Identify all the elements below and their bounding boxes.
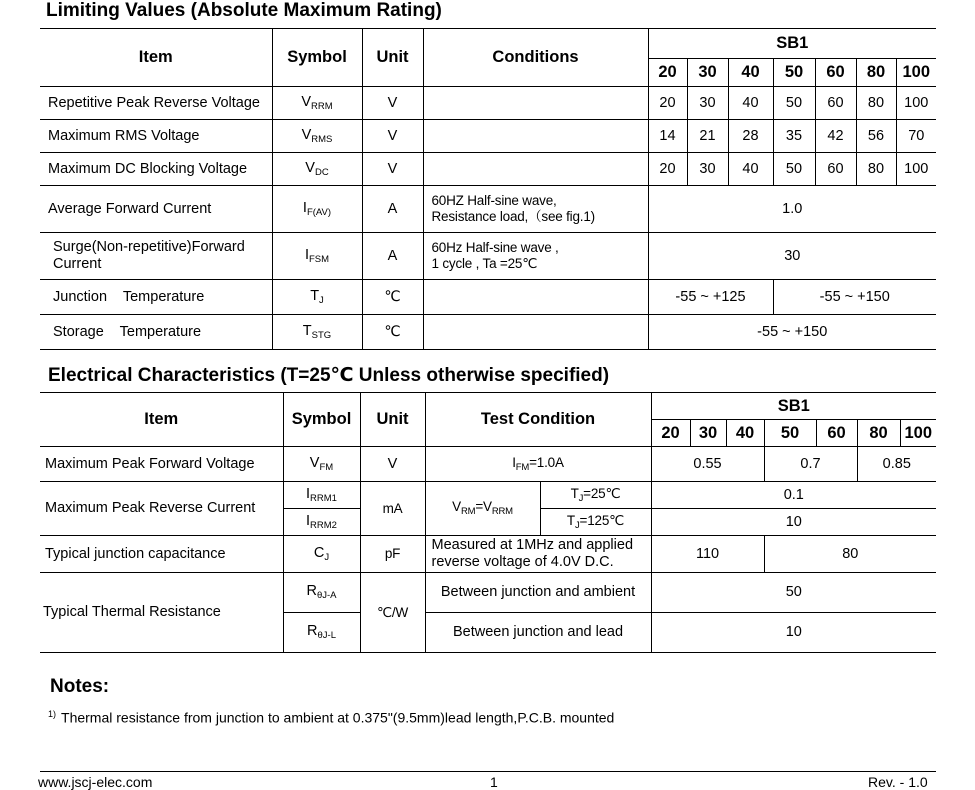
conditions-cell <box>423 280 648 315</box>
table-row <box>40 87 936 120</box>
symbol-cell: $I_{RRM2}$ <box>283 509 360 536</box>
value-cell: 10 <box>651 613 936 653</box>
value-cell: 50 <box>651 573 936 613</box>
value-cell: 0.7 <box>764 447 857 482</box>
value-cell: 56 <box>856 120 896 153</box>
footer-divider <box>40 771 936 772</box>
electrical-characteristics-title: Electrical Characteristics (T=25℃ Unless otherwise specified) <box>48 365 610 386</box>
header-series: SB1 <box>648 29 936 59</box>
value-cell: 35 <box>773 120 815 153</box>
value-cell: 80 <box>856 87 896 120</box>
test-condition-cell: Measured at 1MHz and applied reverse voltage of 4.0V D.C. <box>425 536 651 573</box>
conditions-cell: 60Hz Half-sine wave , 1 cycle , Ta =25℃ <box>423 233 648 280</box>
test-condition-cell: Between junction and ambient <box>425 573 651 613</box>
voltage-header: 80 <box>856 59 896 87</box>
value-cell: 20 <box>648 153 687 186</box>
value-cell: 20 <box>648 87 687 120</box>
value-cell: 70 <box>896 120 936 153</box>
unit-cell: mA <box>360 482 425 536</box>
value-cell: -55 ~ +150 <box>648 315 936 350</box>
symbol-cell: $R_{\theta J-L}$ <box>283 613 360 653</box>
value-cell: 30 <box>687 153 728 186</box>
limiting-values-table <box>40 28 936 350</box>
unit-cell: V <box>362 87 423 120</box>
value-cell: 14 <box>648 120 687 153</box>
header-item: Item <box>40 393 283 447</box>
unit-cell: V <box>362 120 423 153</box>
table-row <box>40 186 936 233</box>
symbol-cell: $R_{\theta J-A}$ <box>283 573 360 613</box>
unit-cell: ℃ <box>362 315 423 350</box>
unit-cell: pF <box>360 536 425 573</box>
voltage-header: 100 <box>900 420 936 447</box>
voltage-header: 80 <box>857 420 900 447</box>
value-cell: 40 <box>728 87 773 120</box>
header-item: Item <box>40 29 272 87</box>
item-cell: Storage Temperature <box>40 315 272 350</box>
table-row <box>40 573 936 613</box>
unit-cell: A <box>362 186 423 233</box>
note-number: 1) <box>48 709 57 719</box>
value-cell: -55 ~ +150 <box>773 280 936 315</box>
value-cell: -55 ~ +125 <box>648 280 773 315</box>
value-cell: 0.85 <box>857 447 936 482</box>
table-row <box>40 315 936 350</box>
test-condition-cell: $I_{FM}=1.0A$ <box>425 447 651 482</box>
voltage-header: 40 <box>726 420 764 447</box>
value-cell: 42 <box>815 120 856 153</box>
unit-cell: ℃ <box>362 280 423 315</box>
voltage-header: 50 <box>773 59 815 87</box>
symbol-cell: $V_{RMS}$ <box>272 120 362 153</box>
symbol-cell: $V_{RRM}$ <box>272 87 362 120</box>
test-condition-cell: Between junction and lead <box>425 613 651 653</box>
header-symbol: Symbol <box>272 29 362 87</box>
table-row <box>40 280 936 315</box>
temperature-condition-cell: $T_J=125℃$ <box>540 509 651 536</box>
voltage-header: 20 <box>648 59 687 87</box>
symbol-cell: $I_{F(AV)}$ <box>272 186 362 233</box>
header-unit: Unit <box>360 393 425 447</box>
symbol-cell: $T_{STG}$ <box>272 315 362 350</box>
footer-page-number: 1 <box>490 774 498 790</box>
value-cell: 0.55 <box>651 447 764 482</box>
symbol-cell: $I_{FSM}$ <box>272 233 362 280</box>
footer-website: www.jscj-elec.com <box>38 774 153 790</box>
value-cell: 50 <box>773 87 815 120</box>
conditions-cell <box>423 153 648 186</box>
voltage-header: 60 <box>816 420 857 447</box>
unit-cell: V <box>360 447 425 482</box>
table-row <box>40 447 936 482</box>
note-text: Thermal resistance from junction to ambient at 0.375"(9.5mm)lead length,P.C.B. mounted <box>61 709 615 726</box>
item-cell: Typical junction capacitance <box>40 536 283 573</box>
voltage-header: 60 <box>815 59 856 87</box>
item-cell: Maximum DC Blocking Voltage <box>40 153 272 186</box>
unit-cell: A <box>362 233 423 280</box>
limiting-values-title: Limiting Values (Absolute Maximum Rating) <box>46 0 442 21</box>
item-cell: Maximum RMS Voltage <box>40 120 272 153</box>
value-cell: 80 <box>764 536 936 573</box>
test-condition-cell: $V_{RM}=V_{RRM}$ <box>425 482 540 536</box>
item-cell: Maximum Peak Forward Voltage <box>40 447 283 482</box>
value-cell: 21 <box>687 120 728 153</box>
item-cell: Junction Temperature <box>40 280 272 315</box>
voltage-header: 20 <box>651 420 690 447</box>
conditions-cell <box>423 315 648 350</box>
value-cell: 60 <box>815 153 856 186</box>
conditions-cell <box>423 87 648 120</box>
value-cell: 60 <box>815 87 856 120</box>
value-cell: 100 <box>896 153 936 186</box>
item-cell: Average Forward Current <box>40 186 272 233</box>
symbol-cell: $V_{FM}$ <box>283 447 360 482</box>
conditions-cell: 60HZ Half-sine wave, Resistance load,（see fig.1) <box>423 186 648 233</box>
value-cell: 50 <box>773 153 815 186</box>
voltage-header: 50 <box>764 420 816 447</box>
header-test-condition: Test Condition <box>425 393 651 447</box>
unit-cell: V <box>362 153 423 186</box>
table-row <box>40 120 936 153</box>
header-series: SB1 <box>651 393 936 420</box>
conditions-cell <box>423 120 648 153</box>
symbol-cell: $T_J$ <box>272 280 362 315</box>
note-item <box>48 709 614 726</box>
item-cell: Maximum Peak Reverse Current <box>40 482 283 536</box>
value-cell: 80 <box>856 153 896 186</box>
value-cell: 10 <box>651 509 936 536</box>
value-cell: 28 <box>728 120 773 153</box>
symbol-cell: $I_{RRM1}$ <box>283 482 360 509</box>
temperature-condition-cell: $T_J=25℃$ <box>540 482 651 509</box>
symbol-cell: $C_J$ <box>283 536 360 573</box>
value-cell: 100 <box>896 87 936 120</box>
table-row <box>40 482 936 509</box>
value-cell: 30 <box>687 87 728 120</box>
item-cell: Surge(Non-repetitive)Forward Current <box>40 233 272 280</box>
table-row <box>40 536 936 573</box>
value-cell: 1.0 <box>648 186 936 233</box>
header-symbol: Symbol <box>283 393 360 447</box>
item-cell: Repetitive Peak Reverse Voltage <box>40 87 272 120</box>
header-unit: Unit <box>362 29 423 87</box>
value-cell: 30 <box>648 233 936 280</box>
electrical-characteristics-table <box>40 392 936 653</box>
unit-cell: ℃/W <box>360 573 425 653</box>
voltage-header: 30 <box>687 59 728 87</box>
voltage-header: 40 <box>728 59 773 87</box>
value-cell: 40 <box>728 153 773 186</box>
table-row <box>40 153 936 186</box>
notes-title: Notes: <box>50 676 110 697</box>
voltage-header: 30 <box>690 420 726 447</box>
voltage-header: 100 <box>896 59 936 87</box>
value-cell: 0.1 <box>651 482 936 509</box>
footer-revision: Rev. - 1.0 <box>868 774 928 790</box>
header-conditions: Conditions <box>423 29 648 87</box>
symbol-cell: $V_{DC}$ <box>272 153 362 186</box>
value-cell: 110 <box>651 536 764 573</box>
table-row <box>40 233 936 280</box>
item-cell: Typical Thermal Resistance <box>40 573 283 653</box>
